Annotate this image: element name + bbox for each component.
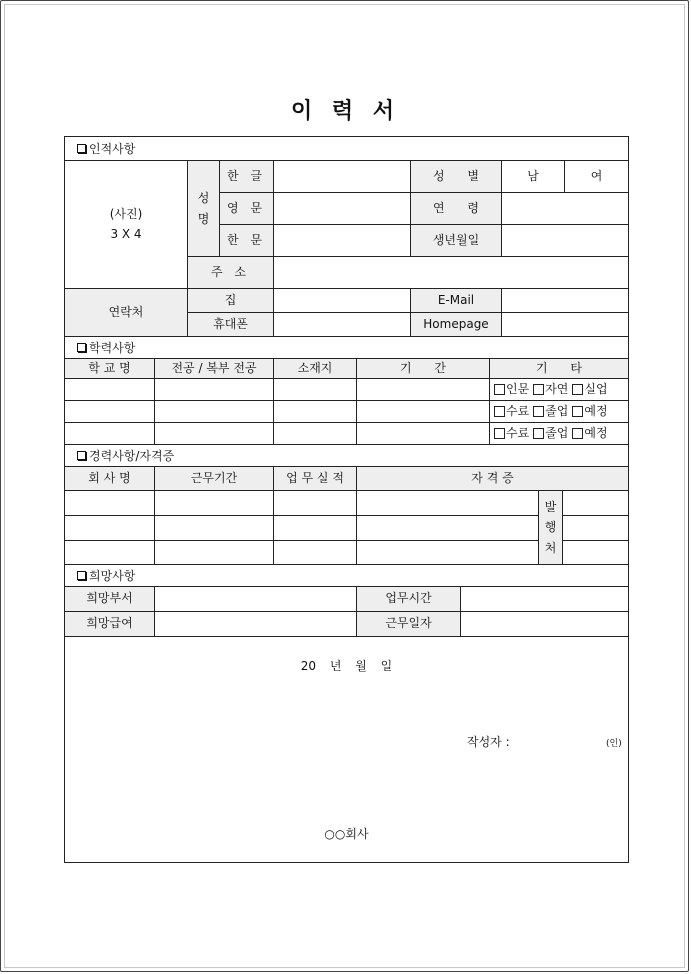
- edu-header-school: 학 교 명: [65, 359, 155, 379]
- career-company-cell[interactable]: [65, 541, 155, 565]
- edu-location-cell[interactable]: [274, 423, 357, 445]
- work-hours-field[interactable]: [461, 587, 628, 612]
- seal-label: (인): [606, 739, 622, 749]
- checkbox-icon: [533, 406, 544, 417]
- edu-location-cell[interactable]: [274, 379, 357, 401]
- name-label: [188, 161, 220, 257]
- photo-label: (사진): [109, 207, 143, 222]
- address-field[interactable]: [274, 257, 628, 289]
- edu-options-row: [490, 423, 628, 445]
- career-achievement-cell[interactable]: [274, 491, 357, 516]
- issuer-label-text: 발 행 처: [544, 499, 557, 555]
- checkbox-icon: [572, 428, 583, 439]
- section-career-label: 경력사항/자격증: [89, 449, 175, 463]
- edu-header-location: 소재지: [274, 359, 357, 379]
- edu-header-major: 전공 / 복부 전공: [155, 359, 274, 379]
- name-hanja-label: 한 문: [220, 225, 274, 257]
- career-period-cell[interactable]: [155, 541, 274, 565]
- square-bullet-icon: [77, 451, 86, 460]
- option-humanities[interactable]: [494, 382, 529, 398]
- date-line: 20 년 월 일: [300, 659, 393, 673]
- email-label: E-Mail: [411, 289, 502, 313]
- career-period-cell[interactable]: [155, 516, 274, 541]
- address-label: 주 소: [188, 257, 274, 289]
- photo-size: 3 X 4: [110, 226, 142, 241]
- name-korean-field[interactable]: [274, 161, 411, 193]
- option-label: 예정: [584, 425, 608, 440]
- section-education: [65, 337, 628, 359]
- option-vocational[interactable]: [572, 382, 607, 398]
- birth-field[interactable]: [502, 225, 628, 257]
- section-career: [65, 445, 628, 467]
- edu-header-etc: 기 타: [490, 359, 628, 379]
- wish-dept-label: 희망부서: [65, 587, 155, 612]
- edu-major-cell[interactable]: [155, 423, 274, 445]
- option-label: 예정: [584, 403, 608, 418]
- issuer-label: [539, 491, 563, 565]
- name-english-label: 영 문: [220, 193, 274, 225]
- option-label: 수료: [506, 425, 530, 440]
- start-date-label: 근무일자: [357, 612, 461, 637]
- career-company-cell[interactable]: [65, 516, 155, 541]
- name-korean-label: 한 글: [220, 161, 274, 193]
- option-label: 수료: [506, 403, 530, 418]
- checkbox-icon: [494, 428, 505, 439]
- age-label: 연 령: [411, 193, 502, 225]
- career-header-period: 근무기간: [155, 467, 274, 491]
- option-expected[interactable]: [572, 404, 607, 420]
- career-header-achievement: 업 무 실 적: [274, 467, 357, 491]
- checkbox-icon: [494, 406, 505, 417]
- name-hanja-field[interactable]: [274, 225, 411, 257]
- career-achievement-cell[interactable]: [274, 516, 357, 541]
- edu-major-cell[interactable]: [155, 401, 274, 423]
- certificate-name-cell[interactable]: [357, 491, 539, 516]
- start-date-field[interactable]: [461, 612, 628, 637]
- edu-period-cell[interactable]: [357, 379, 490, 401]
- career-header-certificate: 자 격 증: [357, 467, 628, 491]
- contact-label: 연락처: [65, 289, 188, 337]
- option-label: 졸업: [545, 403, 569, 418]
- home-phone-label: 집: [188, 289, 274, 313]
- option-label: 실업: [584, 381, 608, 396]
- edu-location-cell[interactable]: [274, 401, 357, 423]
- wish-salary-label: 희망급여: [65, 612, 155, 637]
- issuer-cell[interactable]: [563, 516, 628, 541]
- homepage-label: Homepage: [411, 313, 502, 337]
- edu-school-cell[interactable]: [65, 401, 155, 423]
- section-personal: [65, 137, 628, 161]
- work-hours-label: 업무시간: [357, 587, 461, 612]
- option-label: 자연: [545, 381, 569, 396]
- wish-dept-field[interactable]: [155, 587, 357, 612]
- option-completed[interactable]: [494, 404, 529, 420]
- career-achievement-cell[interactable]: [274, 541, 357, 565]
- section-wish-label: 희망사항: [89, 569, 136, 583]
- section-education-label: 학력사항: [89, 341, 136, 355]
- gender-label: 성 별: [411, 161, 502, 193]
- name-label-text: 성 명: [197, 191, 210, 226]
- edu-major-cell[interactable]: [155, 379, 274, 401]
- option-graduated[interactable]: [533, 426, 568, 442]
- gender-female-option[interactable]: 여: [565, 161, 628, 193]
- option-science[interactable]: [533, 382, 568, 398]
- option-label: 졸업: [545, 425, 569, 440]
- checkbox-icon: [533, 384, 544, 395]
- checkbox-icon: [572, 406, 583, 417]
- mobile-label: 휴대폰: [188, 313, 274, 337]
- mobile-field[interactable]: [274, 313, 411, 337]
- name-english-field[interactable]: [274, 193, 411, 225]
- document-title: 이 력 서: [290, 99, 401, 124]
- section-personal-label: 인적사항: [89, 142, 136, 156]
- age-field[interactable]: [502, 193, 628, 225]
- birth-label: 생년월일: [411, 225, 502, 257]
- section-wish: [65, 565, 628, 587]
- square-bullet-icon: [77, 343, 86, 352]
- option-label: 인문: [506, 381, 530, 396]
- checkbox-icon: [572, 384, 583, 395]
- photo-box[interactable]: [65, 161, 188, 289]
- option-expected[interactable]: [572, 426, 607, 442]
- edu-options-row: [490, 379, 628, 401]
- edu-period-cell[interactable]: [357, 401, 490, 423]
- square-bullet-icon: [77, 144, 86, 153]
- career-company-cell[interactable]: [65, 491, 155, 516]
- home-phone-field[interactable]: [274, 289, 411, 313]
- writer-label: 작성자 :: [467, 735, 510, 749]
- resume-form: [64, 136, 629, 863]
- checkbox-icon: [533, 428, 544, 439]
- career-header-company: 회 사 명: [65, 467, 155, 491]
- edu-school-cell[interactable]: [65, 379, 155, 401]
- issuer-cell[interactable]: [563, 491, 628, 516]
- certificate-name-cell[interactable]: [357, 541, 539, 565]
- issuer-cell[interactable]: [563, 541, 628, 565]
- square-bullet-icon: [77, 571, 86, 580]
- checkbox-icon: [494, 384, 505, 395]
- option-graduated[interactable]: [533, 404, 568, 420]
- edu-header-period: 기 간: [357, 359, 490, 379]
- edu-period-cell[interactable]: [357, 423, 490, 445]
- option-completed[interactable]: [494, 426, 529, 442]
- career-period-cell[interactable]: [155, 491, 274, 516]
- email-field[interactable]: [502, 289, 628, 313]
- edu-school-cell[interactable]: [65, 423, 155, 445]
- gender-male-option[interactable]: 남: [502, 161, 565, 193]
- company-name: ○○회사: [324, 827, 369, 841]
- edu-options-row: [490, 401, 628, 423]
- homepage-field[interactable]: [502, 313, 628, 337]
- certificate-name-cell[interactable]: [357, 516, 539, 541]
- wish-salary-field[interactable]: [155, 612, 357, 637]
